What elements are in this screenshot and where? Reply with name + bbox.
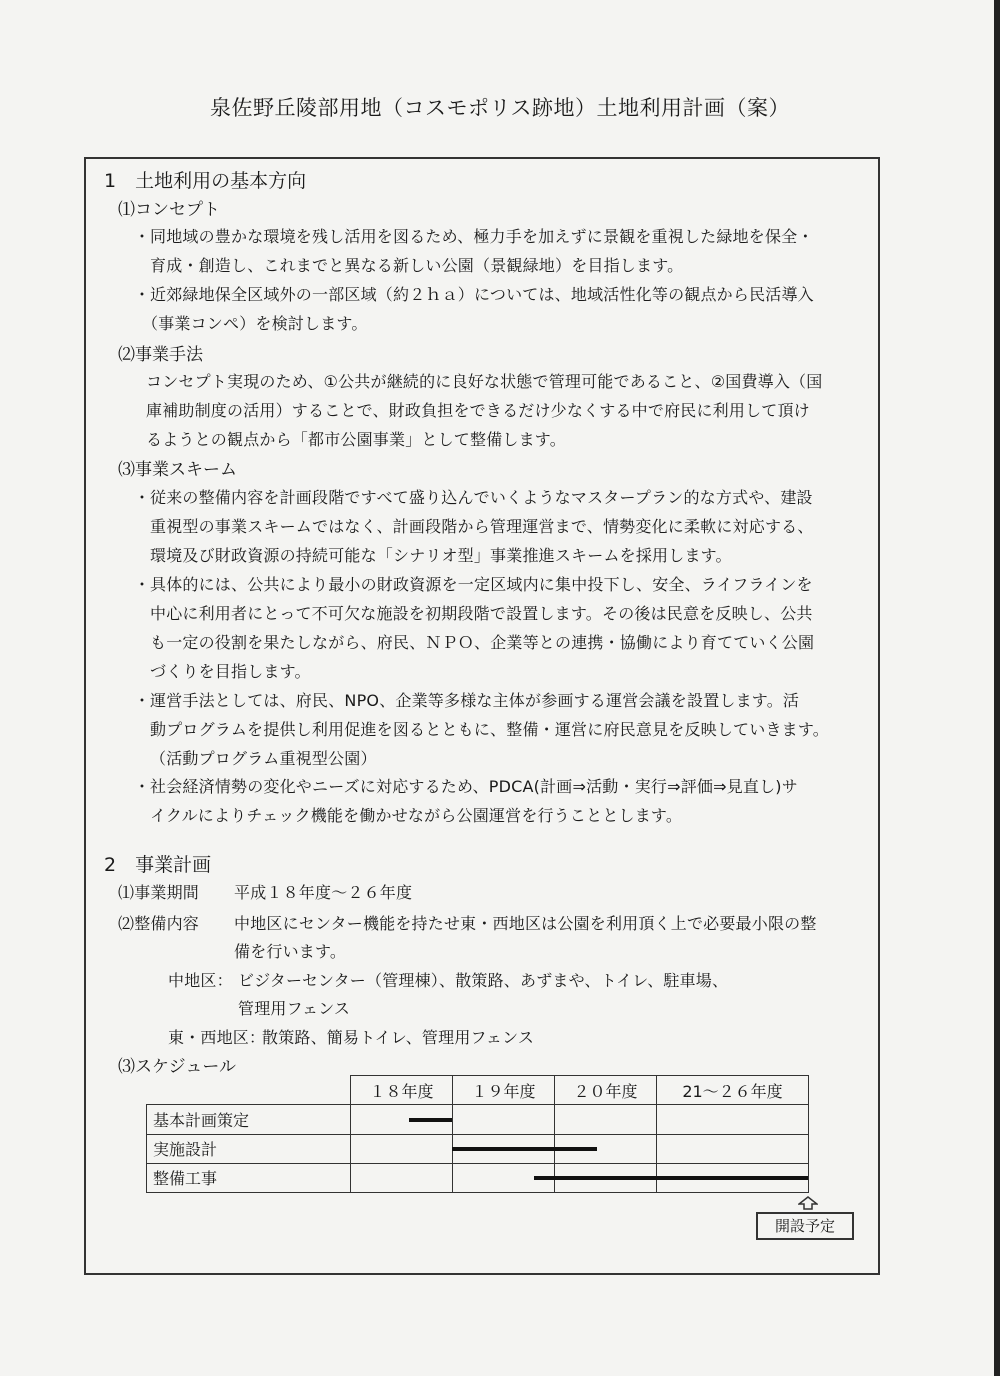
scheme-bullet1-line2: 重視型の事業スキームではなく、計画段階から管理運営まで、情勢変化に柔軟に対応する、 bbox=[150, 517, 814, 536]
opening-planned-label: 開設予定 bbox=[756, 1212, 854, 1240]
schedule-header-row bbox=[147, 1076, 809, 1105]
eastwest-district-value: 散策路、簡易トイレ、管理用フェンス bbox=[262, 1028, 535, 1047]
content-line1: 中地区にセンター機能を持たせ東・西地区は公園を利用頂く上で必要最小限の整 bbox=[234, 914, 817, 933]
central-district-line1: ビジターセンター（管理棟）、散策路、あずまや、トイレ、駐車場、 bbox=[238, 971, 729, 990]
schedule-corner-cell bbox=[147, 1076, 351, 1105]
schedule-row-label: 整備工事 bbox=[147, 1163, 351, 1192]
schedule-col-header: 21～２６年度 bbox=[657, 1076, 809, 1105]
bullet-mark: ・ bbox=[134, 777, 151, 796]
scheme-bullet3-line3: （活動プログラム重視型公園） bbox=[150, 749, 377, 768]
scheme-bullet4-line1: 社会経済情勢の変化やニーズに対応するため、PDCA(計画⇒活動・実行⇒評価⇒見直し)サ bbox=[150, 777, 798, 796]
scheme-bullet4-line2: イクルによりチェック機能を働かせながら公園運営を行うこととします。 bbox=[150, 806, 683, 825]
period-label: ⑴事業期間 bbox=[118, 883, 200, 902]
scheme-bullet1-line1: 従来の整備内容を計画段階ですべて盛り込んでいくようなマスタープラン的な方式や、建設 bbox=[150, 488, 813, 507]
scheme-bullet2-line1: 具体的には、公共により最小の財政資源を一定区域内に集中投下し、安全、ライフラインを bbox=[150, 575, 813, 594]
bullet-mark: ・ bbox=[134, 227, 151, 246]
central-district-label: 中地区： bbox=[168, 971, 233, 990]
content-line2: 備を行います。 bbox=[234, 942, 347, 961]
bullet-mark: ・ bbox=[134, 285, 151, 304]
schedule-row bbox=[147, 1105, 809, 1134]
up-arrow-icon bbox=[798, 1196, 818, 1210]
eastwest-district-label: 東・西地区： bbox=[168, 1028, 266, 1047]
method-line3: るようとの観点から「都市公園事業」として整備します。 bbox=[146, 430, 566, 449]
schedule-col-header: ２０年度 bbox=[555, 1076, 657, 1105]
section2-heading: 2 事業計画 bbox=[104, 854, 212, 876]
bullet-mark: ・ bbox=[134, 691, 151, 710]
scheme-bullet2-line2: 中心に利用者にとって不可欠な施設を初期段階で設置します。その後は民意を反映し、公共 bbox=[150, 604, 813, 623]
schedule-table bbox=[146, 1075, 808, 1193]
concept-bullet2-line1: 近郊緑地保全区域外の一部区域（約２ｈａ）については、地域活性化等の観点から民活導入 bbox=[150, 285, 814, 304]
concept-bullet2-line2: （事業コンペ）を検討します。 bbox=[142, 314, 368, 333]
method-line2: 庫補助制度の活用）することで、財政負担をできるだけ少なくする中で府民に利用して頂け bbox=[146, 401, 810, 420]
bullet-mark: ・ bbox=[134, 575, 151, 594]
schedule-bar bbox=[409, 1118, 452, 1122]
scheme-bullet2-line3: も一定の役割を果たしながら、府民、ＮＰＯ、企業等との連携・協働により育てていく公園 bbox=[150, 633, 815, 652]
method-heading: ⑵事業手法 bbox=[118, 345, 203, 365]
method-line1: コンセプト実現のため、①公共が継続的に良好な状態で管理可能であること、②国費導入（国 bbox=[146, 372, 823, 391]
period-value: 平成１８年度～２６年度 bbox=[234, 883, 413, 902]
schedule-bar bbox=[534, 1176, 808, 1180]
bullet-mark: ・ bbox=[134, 488, 151, 507]
document-title: 泉佐野丘陵部用地（コスモポリス跡地）土地利用計画（案） bbox=[209, 96, 791, 120]
schedule-col-header: １９年度 bbox=[453, 1076, 555, 1105]
section1-heading: 1 土地利用の基本方向 bbox=[104, 170, 307, 192]
scheme-bullet3-line1: 運営手法としては、府民、NPO、企業等多様な主体が参画する運営会議を設置します。活 bbox=[150, 691, 800, 710]
schedule-heading: ⑶スケジュール bbox=[118, 1057, 236, 1077]
scheme-bullet1-line3: 環境及び財政資源の持続可能な「シナリオ型」事業推進スキームを採用します。 bbox=[150, 546, 732, 565]
concept-bullet1-line2: 育成・創造し、これまでと異なる新しい公園（景観緑地）を目指します。 bbox=[150, 256, 684, 275]
scheme-heading: ⑶事業スキーム bbox=[118, 460, 237, 480]
schedule-col-header: １８年度 bbox=[351, 1076, 453, 1105]
content-label: ⑵整備内容 bbox=[118, 914, 200, 933]
concept-heading: ⑴コンセプト bbox=[118, 200, 220, 220]
scheme-bullet2-line4: づくりを目指します。 bbox=[150, 662, 311, 681]
schedule-row-label: 基本計画策定 bbox=[147, 1105, 351, 1134]
schedule-bar bbox=[452, 1147, 597, 1151]
scheme-bullet3-line2: 動プログラムを提供し利用促進を図るとともに、整備・運営に府民意見を反映していきます。 bbox=[150, 720, 829, 739]
concept-bullet1-line1: 同地域の豊かな環境を残し活用を図るため、極力手を加えずに景観を重視した緑地を保全・ bbox=[150, 227, 814, 246]
schedule-row-label: 実施設計 bbox=[147, 1134, 351, 1163]
central-district-line2: 管理用フェンス bbox=[238, 999, 351, 1018]
